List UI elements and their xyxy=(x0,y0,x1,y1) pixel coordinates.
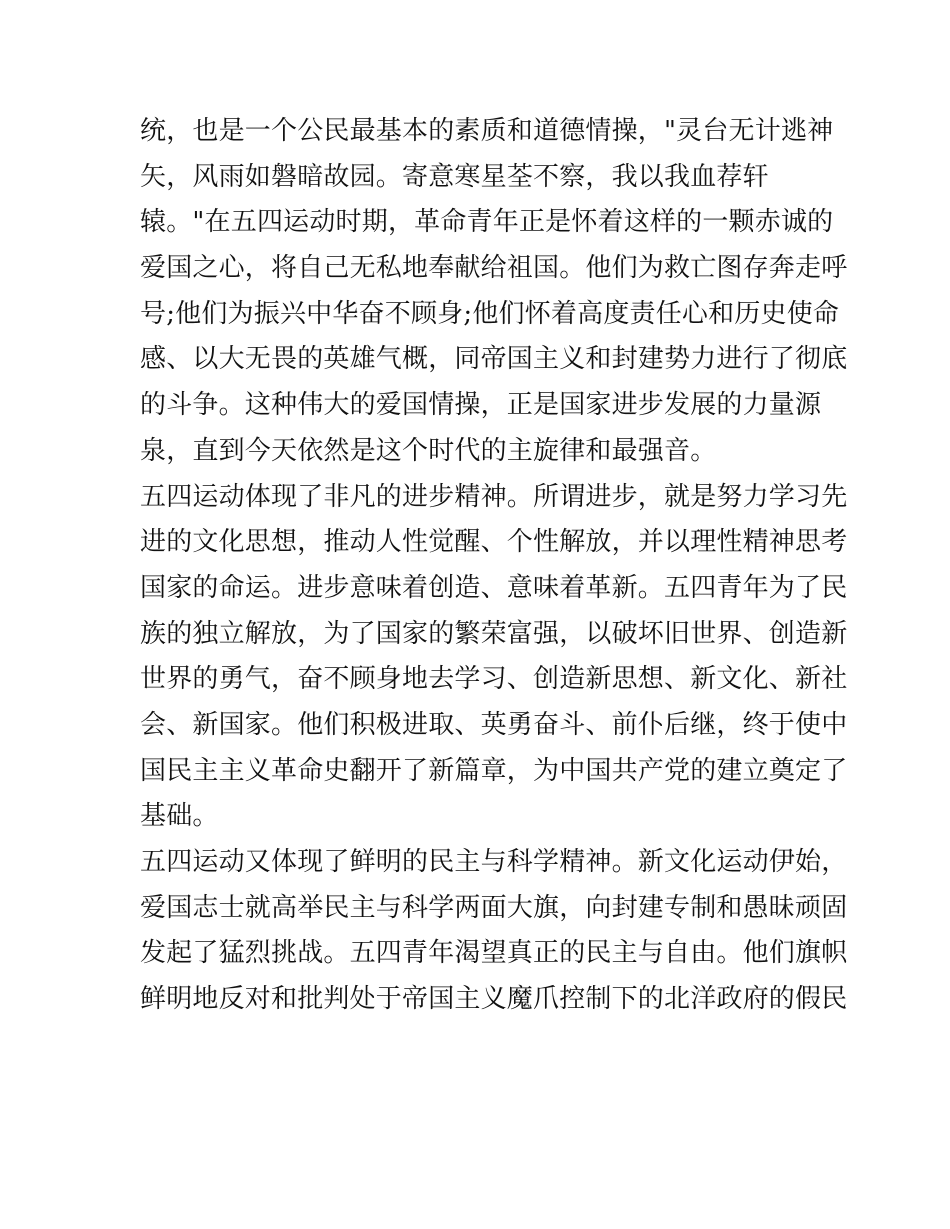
text-line: 的斗争。这种伟大的爱国情操，正是国家进步发展的力量源 xyxy=(140,390,822,421)
text-line: 泉，直到今天依然是这个时代的主旋律和最强音。 xyxy=(140,435,717,466)
text-line: 感、以大无畏的英雄气概，同帝国主义和封建势力进行了彻底 xyxy=(140,344,848,375)
text-line: 号;他们为振兴中华奋不顾身;他们怀着高度责任心和历史使命 xyxy=(140,298,840,329)
text-line: 五四运动体现了非凡的进步精神。所谓进步，就是努力学习先 xyxy=(140,481,848,512)
text-line: 国民主主义革命史翻开了新篇章，为中国共产党的建立奠定了 xyxy=(140,755,848,786)
text-line: 族的独立解放，为了国家的繁荣富强，以破坏旧世界、创造新 xyxy=(140,618,848,649)
text-line: 会、新国家。他们积极进取、英勇奋斗、前仆后继，终于使中 xyxy=(140,709,848,740)
text-line: 矢，风雨如磐暗故园。寄意寒星荃不察，我以我血荐轩 xyxy=(140,161,769,192)
text-line: 统，也是一个公民最基本的素质和道德情操，"灵台无计逃神 xyxy=(140,116,834,146)
text-line: 五四运动又体现了鲜明的民主与科学精神。新文化运动伊始， xyxy=(140,847,848,877)
text-line: 国家的命运。进步意味着创造、意味着革新。五四青年为了民 xyxy=(140,572,848,603)
text-line: 鲜明地反对和批判处于帝国主义魔爪控制下的北洋政府的假民 xyxy=(140,984,848,1015)
body-text xyxy=(140,109,848,1023)
text-line: 爱国志士就高举民主与科学两面大旗，向封建专制和愚昧顽固 xyxy=(140,892,848,923)
text-line: 爱国之心，将自己无私地奉献给祖国。他们为救亡图存奔走呼 xyxy=(140,253,848,284)
text-line: 发起了猛烈挑战。五四青年渴望真正的民主与自由。他们旗帜 xyxy=(140,938,848,969)
text-line: 世界的勇气，奋不顾身地去学习、创造新思想、新文化、新社 xyxy=(140,664,848,695)
text-line: 辕。"在五四运动时期，革命青年正是怀着这样的一颗赤诚的 xyxy=(140,207,834,238)
text-line: 进的文化思想，推动人性觉醒、个性解放，并以理性精神思考 xyxy=(140,527,848,558)
text-line: 基础。 xyxy=(140,801,219,832)
